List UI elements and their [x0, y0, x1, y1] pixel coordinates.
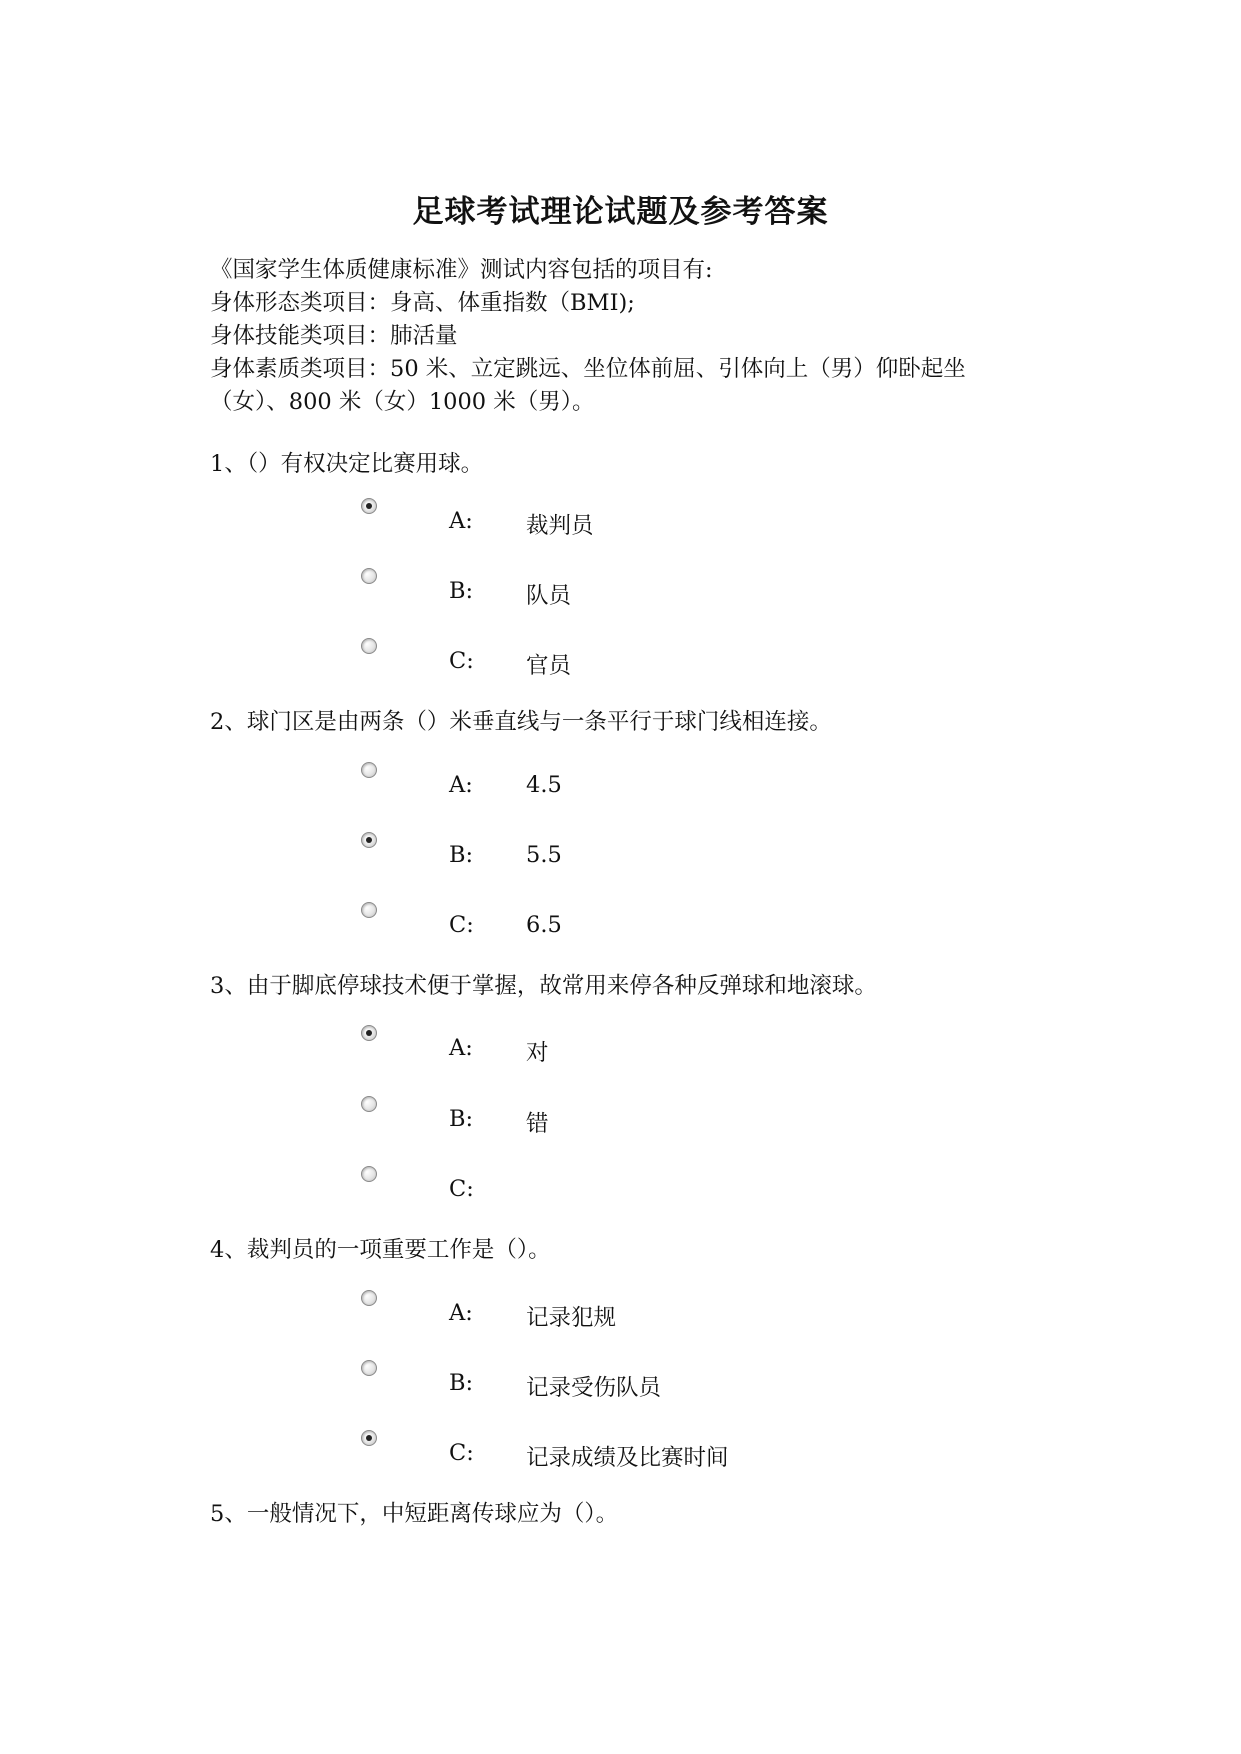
question-4-option-a[interactable]	[0, 1290, 1241, 1330]
question-1-option-c[interactable]	[0, 638, 1241, 678]
radio-button[interactable]	[361, 498, 377, 514]
document-title: 足球考试理论试题及参考答案	[412, 194, 829, 230]
radio-button[interactable]	[361, 1290, 377, 1306]
option-key: B:	[449, 842, 474, 868]
question-2-option-a[interactable]	[0, 762, 1241, 802]
question-2-text: 2、球门区是由两条（）米垂直线与一条平行于球门线相连接。	[210, 709, 832, 735]
radio-button[interactable]	[361, 1096, 377, 1112]
option-text: 队员	[526, 583, 572, 609]
question-3-text: 3、由于脚底停球技术便于掌握，故常用来停各种反弹球和地滚球。	[210, 973, 877, 999]
intro-line: （女）、800 米（女）1000 米（男）。	[210, 389, 595, 415]
option-key: C:	[449, 648, 474, 674]
question-4-option-b[interactable]	[0, 1360, 1241, 1400]
option-key: A:	[449, 772, 473, 798]
radio-button[interactable]	[361, 1430, 377, 1446]
radio-button[interactable]	[361, 568, 377, 584]
option-key: C:	[449, 1440, 474, 1466]
option-text: 记录成绩及比赛时间	[526, 1445, 729, 1471]
radio-button[interactable]	[361, 902, 377, 918]
question-2-option-c[interactable]	[0, 902, 1241, 942]
intro-block	[210, 254, 966, 419]
option-key: A:	[449, 1300, 473, 1326]
option-key: A:	[449, 508, 473, 534]
intro-line: 身体形态类项目：身高、体重指数（BMI);	[210, 290, 635, 316]
option-text: 官员	[526, 653, 572, 679]
option-text: 6.5	[526, 912, 562, 938]
radio-button[interactable]	[361, 1360, 377, 1376]
option-key: B:	[449, 1106, 474, 1132]
question-4-text: 4、裁判员的一项重要工作是（）。	[210, 1237, 551, 1263]
question-3-option-b[interactable]	[0, 1096, 1241, 1136]
option-key: C:	[449, 912, 474, 938]
radio-button[interactable]	[361, 1025, 377, 1041]
question-1-option-b[interactable]	[0, 568, 1241, 608]
option-key: A:	[449, 1035, 473, 1061]
question-2-option-b[interactable]	[0, 832, 1241, 872]
question-5-text: 5、一般情况下，中短距离传球应为（）。	[210, 1501, 619, 1527]
option-text: 记录受伤队员	[526, 1375, 662, 1401]
option-text: 5.5	[526, 842, 562, 868]
intro-line: 《国家学生体质健康标准》测试内容包括的项目有:	[210, 257, 713, 283]
question-3-option-a[interactable]	[0, 1025, 1241, 1065]
question-4-option-c[interactable]	[0, 1430, 1241, 1470]
option-key: B:	[449, 578, 474, 604]
radio-button[interactable]	[361, 638, 377, 654]
intro-line: 身体素质类项目：50 米、立定跳远、坐位体前屈、引体向上（男）仰卧起坐	[210, 356, 966, 382]
radio-button[interactable]	[361, 832, 377, 848]
option-text: 对	[526, 1040, 549, 1066]
option-text: 4.5	[526, 772, 562, 798]
option-text: 裁判员	[526, 513, 594, 539]
option-key: B:	[449, 1370, 474, 1396]
radio-button[interactable]	[361, 762, 377, 778]
question-1-option-a[interactable]	[0, 498, 1241, 538]
intro-line: 身体技能类项目：肺活量	[210, 323, 458, 349]
option-text: 错	[526, 1111, 549, 1137]
radio-button[interactable]	[361, 1166, 377, 1182]
option-key: C:	[449, 1176, 474, 1202]
option-text: 记录犯规	[526, 1305, 617, 1331]
question-3-option-c[interactable]	[0, 1166, 1241, 1206]
question-1-text: 1、（）有权决定比赛用球。	[210, 451, 484, 477]
